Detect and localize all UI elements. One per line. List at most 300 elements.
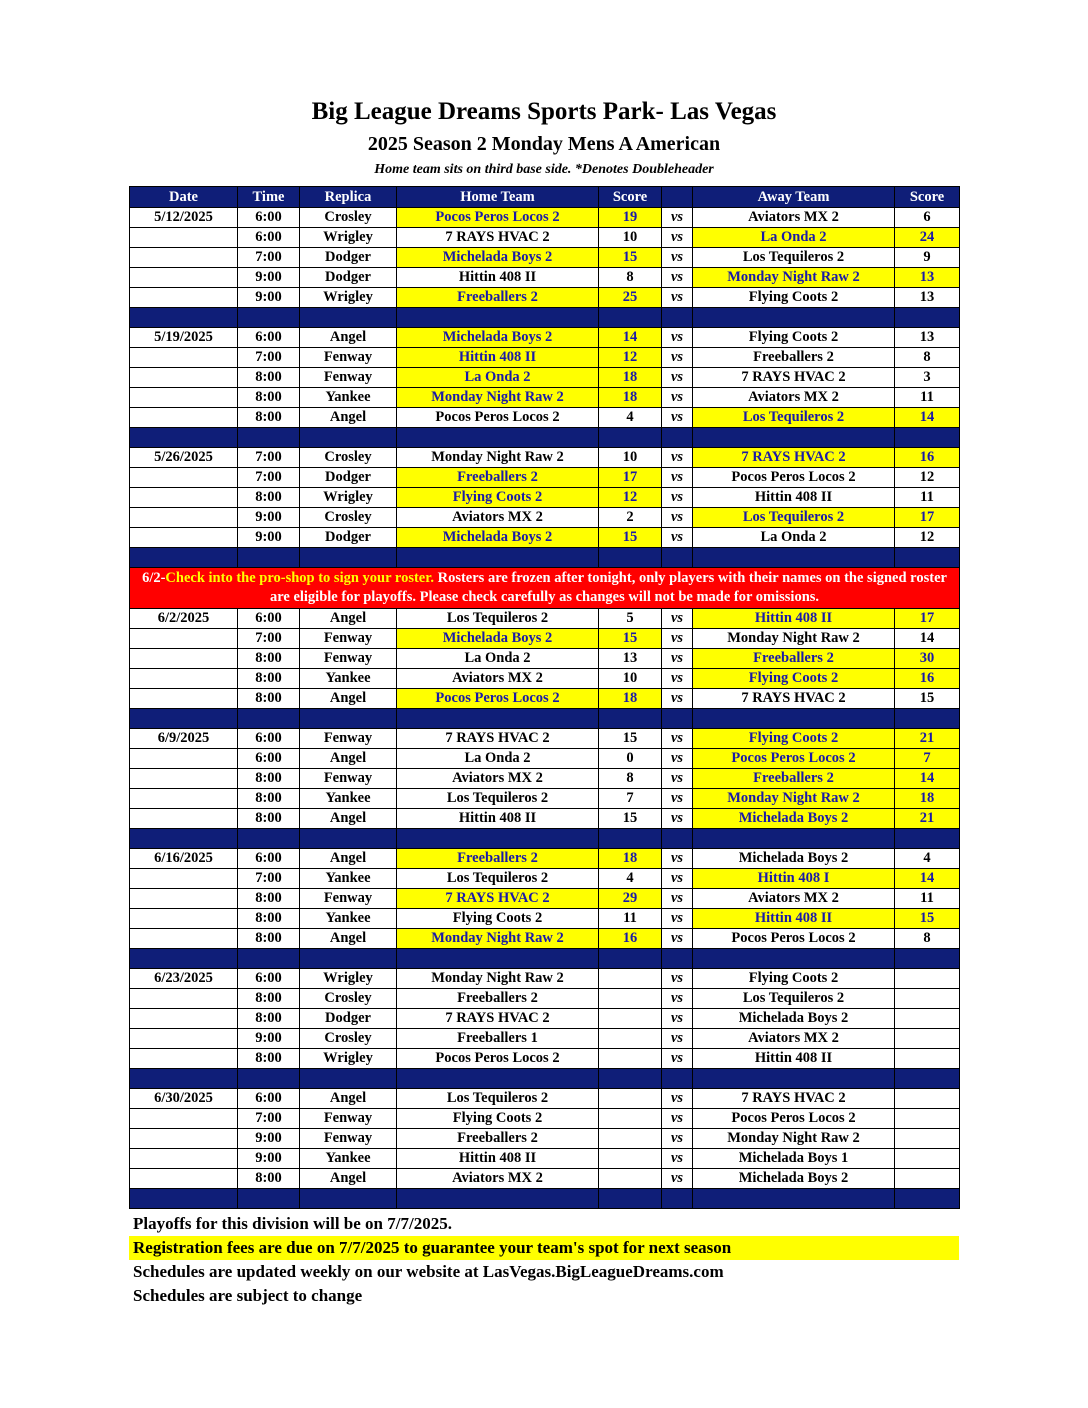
vs-label: vs (662, 1089, 693, 1109)
away-team: 7 RAYS HVAC 2 (693, 448, 895, 468)
home-team: Los Tequileros 2 (397, 869, 599, 889)
vs-label: vs (662, 468, 693, 488)
game-row (130, 468, 960, 488)
game-field: Crosley (300, 508, 397, 528)
separator-cell (662, 428, 693, 448)
game-date (130, 368, 238, 388)
game-row (130, 528, 960, 548)
away-team: Michelada Boys 2 (693, 809, 895, 829)
home-team: Michelada Boys 2 (397, 248, 599, 268)
game-time: 7:00 (238, 629, 300, 649)
away-score: 14 (895, 408, 960, 428)
game-row (130, 729, 960, 749)
away-team: 7 RAYS HVAC 2 (693, 1089, 895, 1109)
game-field: Dodger (300, 468, 397, 488)
separator-cell (693, 949, 895, 969)
away-score: 3 (895, 368, 960, 388)
game-time: 7:00 (238, 448, 300, 468)
game-field: Fenway (300, 889, 397, 909)
separator-cell (662, 1069, 693, 1089)
home-team: Michelada Boys 2 (397, 629, 599, 649)
away-team: Monday Night Raw 2 (693, 1129, 895, 1149)
away-team: 7 RAYS HVAC 2 (693, 368, 895, 388)
separator-cell (130, 1189, 238, 1209)
home-score: 0 (599, 749, 662, 769)
game-row (130, 1129, 960, 1149)
game-date (130, 669, 238, 689)
away-team: Monday Night Raw 2 (693, 268, 895, 288)
separator-cell (895, 548, 960, 568)
game-row (130, 769, 960, 789)
game-row (130, 208, 960, 228)
separator-cell (130, 949, 238, 969)
separator-cell (238, 709, 300, 729)
game-row (130, 268, 960, 288)
game-time: 6:00 (238, 969, 300, 989)
game-date (130, 348, 238, 368)
game-date (130, 749, 238, 769)
vs-label: vs (662, 729, 693, 749)
home-score: 12 (599, 488, 662, 508)
away-team: Freeballers 2 (693, 649, 895, 669)
separator-cell (662, 949, 693, 969)
away-score: 6 (895, 208, 960, 228)
week-separator (130, 548, 960, 568)
game-time: 8:00 (238, 989, 300, 1009)
game-time: 6:00 (238, 328, 300, 348)
game-field: Dodger (300, 1009, 397, 1029)
game-time: 8:00 (238, 1169, 300, 1189)
game-time: 8:00 (238, 789, 300, 809)
home-team: Monday Night Raw 2 (397, 448, 599, 468)
page-title: Big League Dreams Sports Park- Las Vegas (311, 98, 777, 125)
home-score: 15 (599, 809, 662, 829)
vs-label: vs (662, 388, 693, 408)
game-row (130, 989, 960, 1009)
game-field: Crosley (300, 448, 397, 468)
separator-cell (397, 709, 599, 729)
away-score: 13 (895, 268, 960, 288)
away-score (895, 1109, 960, 1129)
separator-cell (397, 548, 599, 568)
vs-label: vs (662, 1029, 693, 1049)
game-time: 8:00 (238, 689, 300, 709)
col-away-team-header: Away Team (693, 187, 895, 208)
vs-label: vs (662, 629, 693, 649)
game-time: 9:00 (238, 528, 300, 548)
home-score: 8 (599, 268, 662, 288)
home-score: 4 (599, 408, 662, 428)
registration-note: Registration fees are due on 7/7/2025 to guarantee your team's spot for next season (129, 1236, 959, 1260)
vs-label: vs (662, 769, 693, 789)
home-team: Los Tequileros 2 (397, 789, 599, 809)
game-time: 8:00 (238, 1009, 300, 1029)
away-team: Flying Coots 2 (693, 328, 895, 348)
game-date (130, 468, 238, 488)
separator-cell (130, 829, 238, 849)
game-time: 7:00 (238, 248, 300, 268)
vs-label: vs (662, 1169, 693, 1189)
game-row (130, 508, 960, 528)
away-team: Hittin 408 II (693, 909, 895, 929)
game-field: Crosley (300, 989, 397, 1009)
home-score: 10 (599, 228, 662, 248)
game-time: 6:00 (238, 228, 300, 248)
away-score: 14 (895, 769, 960, 789)
home-score: 12 (599, 348, 662, 368)
home-team: Aviators MX 2 (397, 1169, 599, 1189)
away-team: Los Tequileros 2 (693, 989, 895, 1009)
game-field: Crosley (300, 208, 397, 228)
game-field: Fenway (300, 368, 397, 388)
vs-label: vs (662, 609, 693, 629)
vs-label: vs (662, 348, 693, 368)
game-time: 8:00 (238, 488, 300, 508)
vs-label: vs (662, 208, 693, 228)
game-field: Wrigley (300, 1049, 397, 1069)
playoffs-note: Playoffs for this division will be on 7/7/2025. (133, 1214, 452, 1233)
home-team: Hittin 408 II (397, 348, 599, 368)
game-date: 6/9/2025 (130, 729, 238, 749)
home-team: Pocos Peros Locos 2 (397, 208, 599, 228)
game-date (130, 689, 238, 709)
game-date (130, 769, 238, 789)
game-time: 8:00 (238, 769, 300, 789)
home-score: 7 (599, 789, 662, 809)
home-score (599, 1169, 662, 1189)
game-field: Dodger (300, 268, 397, 288)
separator-cell (300, 829, 397, 849)
game-field: Fenway (300, 649, 397, 669)
separator-cell (599, 709, 662, 729)
separator-cell (130, 428, 238, 448)
game-field: Angel (300, 609, 397, 629)
separator-cell (397, 308, 599, 328)
home-team: Los Tequileros 2 (397, 609, 599, 629)
game-time: 9:00 (238, 1029, 300, 1049)
week-separator (130, 829, 960, 849)
away-team: Michelada Boys 2 (693, 849, 895, 869)
away-team: Aviators MX 2 (693, 208, 895, 228)
home-team: Pocos Peros Locos 2 (397, 1049, 599, 1069)
separator-cell (300, 1069, 397, 1089)
game-date (130, 909, 238, 929)
game-field: Angel (300, 749, 397, 769)
game-date (130, 1009, 238, 1029)
game-row (130, 689, 960, 709)
away-team: Michelada Boys 1 (693, 1149, 895, 1169)
game-field: Wrigley (300, 228, 397, 248)
separator-cell (599, 1189, 662, 1209)
separator-cell (693, 829, 895, 849)
separator-cell (599, 428, 662, 448)
home-team: Michelada Boys 2 (397, 528, 599, 548)
game-time: 8:00 (238, 669, 300, 689)
home-team: 7 RAYS HVAC 2 (397, 1009, 599, 1029)
game-row (130, 869, 960, 889)
game-time: 6:00 (238, 749, 300, 769)
game-date (130, 1149, 238, 1169)
home-score: 4 (599, 869, 662, 889)
separator-cell (397, 428, 599, 448)
schedule-header-row (130, 187, 960, 208)
schedule-body (130, 208, 960, 1209)
away-team: Los Tequileros 2 (693, 408, 895, 428)
home-team: Pocos Peros Locos 2 (397, 408, 599, 428)
away-team: Pocos Peros Locos 2 (693, 468, 895, 488)
vs-label: vs (662, 869, 693, 889)
game-date: 6/2/2025 (130, 609, 238, 629)
home-team: Hittin 408 II (397, 1149, 599, 1169)
separator-cell (599, 949, 662, 969)
game-field: Fenway (300, 1129, 397, 1149)
game-row (130, 228, 960, 248)
game-row (130, 448, 960, 468)
away-team: Pocos Peros Locos 2 (693, 929, 895, 949)
game-field: Angel (300, 1169, 397, 1189)
separator-cell (300, 428, 397, 448)
separator-cell (693, 709, 895, 729)
home-score: 15 (599, 528, 662, 548)
roster-notice (130, 568, 960, 609)
game-field: Yankee (300, 789, 397, 809)
game-date (130, 1049, 238, 1069)
home-score: 16 (599, 929, 662, 949)
away-score: 15 (895, 909, 960, 929)
home-score: 18 (599, 849, 662, 869)
vs-label: vs (662, 669, 693, 689)
away-team: Aviators MX 2 (693, 889, 895, 909)
game-date (130, 1029, 238, 1049)
separator-cell (895, 308, 960, 328)
separator-cell (895, 1189, 960, 1209)
week-separator (130, 1069, 960, 1089)
away-score (895, 1149, 960, 1169)
game-time: 8:00 (238, 388, 300, 408)
game-field: Angel (300, 809, 397, 829)
separator-cell (238, 949, 300, 969)
home-score: 18 (599, 368, 662, 388)
game-row (130, 1009, 960, 1029)
away-score (895, 1049, 960, 1069)
vs-label: vs (662, 408, 693, 428)
away-score: 12 (895, 528, 960, 548)
game-time: 6:00 (238, 208, 300, 228)
col-replica-header: Replica (300, 187, 397, 208)
game-date (130, 268, 238, 288)
away-team: La Onda 2 (693, 528, 895, 548)
game-field: Wrigley (300, 288, 397, 308)
game-row (130, 348, 960, 368)
home-score: 15 (599, 248, 662, 268)
week-separator (130, 308, 960, 328)
separator-cell (238, 1069, 300, 1089)
vs-label: vs (662, 1009, 693, 1029)
game-time: 9:00 (238, 268, 300, 288)
game-time: 9:00 (238, 1129, 300, 1149)
roster-notice-prefix: 6/2- (142, 570, 166, 586)
away-score: 9 (895, 248, 960, 268)
separator-cell (397, 1189, 599, 1209)
vs-label: vs (662, 649, 693, 669)
separator-cell (662, 548, 693, 568)
separator-cell (662, 308, 693, 328)
away-score: 30 (895, 649, 960, 669)
game-time: 8:00 (238, 809, 300, 829)
away-score (895, 1089, 960, 1109)
home-team: Freeballers 2 (397, 989, 599, 1009)
vs-label: vs (662, 448, 693, 468)
game-date (130, 789, 238, 809)
home-team: 7 RAYS HVAC 2 (397, 228, 599, 248)
home-score: 8 (599, 769, 662, 789)
vs-label: vs (662, 929, 693, 949)
away-score (895, 1129, 960, 1149)
vs-label: vs (662, 1109, 693, 1129)
game-field: Angel (300, 689, 397, 709)
separator-cell (130, 1069, 238, 1089)
vs-label: vs (662, 749, 693, 769)
away-score: 4 (895, 849, 960, 869)
game-field: Fenway (300, 348, 397, 368)
home-score: 19 (599, 208, 662, 228)
away-team: Freeballers 2 (693, 769, 895, 789)
separator-cell (238, 308, 300, 328)
week-separator (130, 428, 960, 448)
game-date (130, 1109, 238, 1129)
separator-cell (397, 949, 599, 969)
away-team: Hittin 408 II (693, 488, 895, 508)
page-note: Home team sits on third base side. *Denotes Doubleheader (374, 162, 714, 177)
home-team: Freeballers 1 (397, 1029, 599, 1049)
separator-cell (599, 1069, 662, 1089)
home-team: Aviators MX 2 (397, 769, 599, 789)
vs-label: vs (662, 809, 693, 829)
home-team: Freeballers 2 (397, 849, 599, 869)
away-team: Flying Coots 2 (693, 969, 895, 989)
separator-cell (693, 1069, 895, 1089)
game-time: 8:00 (238, 889, 300, 909)
separator-cell (300, 548, 397, 568)
game-row (130, 909, 960, 929)
away-score (895, 969, 960, 989)
game-row (130, 929, 960, 949)
game-time: 7:00 (238, 348, 300, 368)
game-field: Yankee (300, 909, 397, 929)
separator-cell (397, 1069, 599, 1089)
home-team: La Onda 2 (397, 368, 599, 388)
game-field: Angel (300, 328, 397, 348)
vs-label: vs (662, 689, 693, 709)
game-time: 9:00 (238, 508, 300, 528)
game-date (130, 929, 238, 949)
game-row (130, 849, 960, 869)
game-field: Yankee (300, 669, 397, 689)
game-field: Yankee (300, 869, 397, 889)
away-team: Hittin 408 I (693, 869, 895, 889)
separator-cell (662, 829, 693, 849)
separator-cell (895, 428, 960, 448)
game-time: 9:00 (238, 288, 300, 308)
separator-cell (300, 709, 397, 729)
col-vs-header (662, 187, 693, 208)
separator-cell (300, 1189, 397, 1209)
game-time: 8:00 (238, 368, 300, 388)
game-row (130, 629, 960, 649)
home-team: 7 RAYS HVAC 2 (397, 889, 599, 909)
home-team: La Onda 2 (397, 649, 599, 669)
game-date (130, 1169, 238, 1189)
away-score: 16 (895, 448, 960, 468)
game-date: 6/16/2025 (130, 849, 238, 869)
col-away-score-header: Score (895, 187, 960, 208)
home-score: 10 (599, 669, 662, 689)
week-separator (130, 949, 960, 969)
away-team: Pocos Peros Locos 2 (693, 1109, 895, 1129)
home-team: Hittin 408 II (397, 268, 599, 288)
away-team: Monday Night Raw 2 (693, 629, 895, 649)
roster-notice-rest: Rosters are frozen after tonight, only players with their names on the signed roster are eligible for playoffs. Please check carefully as changes will not be made for omissions. (269, 570, 947, 605)
home-score: 2 (599, 508, 662, 528)
game-date: 5/26/2025 (130, 448, 238, 468)
game-date (130, 288, 238, 308)
game-field: Angel (300, 849, 397, 869)
separator-cell (300, 308, 397, 328)
home-score: 13 (599, 649, 662, 669)
separator-cell (693, 1189, 895, 1209)
away-team: Aviators MX 2 (693, 1029, 895, 1049)
game-time: 8:00 (238, 929, 300, 949)
away-score: 13 (895, 288, 960, 308)
home-score (599, 1149, 662, 1169)
game-date (130, 528, 238, 548)
game-field: Fenway (300, 629, 397, 649)
game-date (130, 989, 238, 1009)
game-field: Wrigley (300, 969, 397, 989)
game-time: 6:00 (238, 849, 300, 869)
week-separator (130, 709, 960, 729)
vs-label: vs (662, 228, 693, 248)
game-field: Yankee (300, 1149, 397, 1169)
away-score (895, 1009, 960, 1029)
away-team: Monday Night Raw 2 (693, 789, 895, 809)
vs-label: vs (662, 969, 693, 989)
away-score (895, 1169, 960, 1189)
game-row (130, 288, 960, 308)
separator-cell (895, 1069, 960, 1089)
game-row (130, 1049, 960, 1069)
game-row (130, 1109, 960, 1129)
home-score: 17 (599, 468, 662, 488)
home-score: 14 (599, 328, 662, 348)
game-date (130, 408, 238, 428)
game-date (130, 889, 238, 909)
home-score: 29 (599, 889, 662, 909)
roster-notice-row (130, 568, 960, 609)
game-row (130, 969, 960, 989)
col-date-header: Date (130, 187, 238, 208)
home-score: 18 (599, 689, 662, 709)
game-time: 6:00 (238, 1089, 300, 1109)
game-date: 6/23/2025 (130, 969, 238, 989)
home-team: Hittin 408 II (397, 809, 599, 829)
game-row (130, 749, 960, 769)
game-row (130, 248, 960, 268)
separator-cell (238, 829, 300, 849)
home-team: Monday Night Raw 2 (397, 929, 599, 949)
away-team: Freeballers 2 (693, 348, 895, 368)
away-score: 18 (895, 789, 960, 809)
